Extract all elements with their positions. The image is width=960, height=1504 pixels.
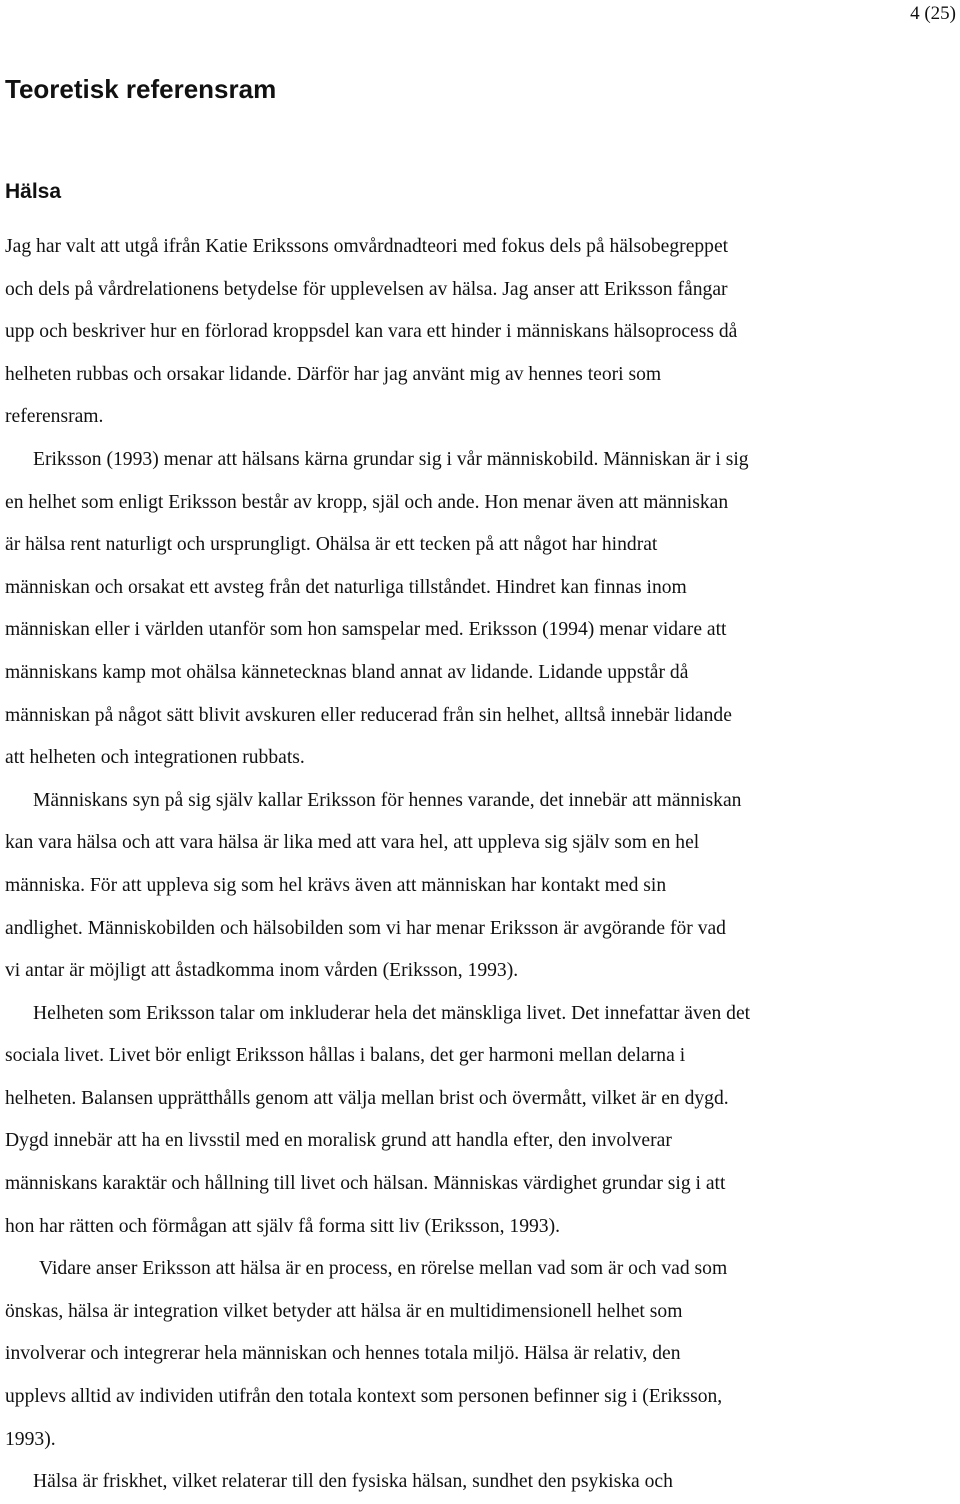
text-line: hon har rätten och förmågan att själv få forma sitt liv (Eriksson, 1993).	[5, 1215, 561, 1237]
text-line: Dygd innebär att ha en livsstil med en moralisk grund att handla efter, den involverar	[5, 1130, 672, 1152]
text-line: människans kamp mot ohälsa kännetecknas bland annat av lidande. Lidande uppstår då	[5, 661, 689, 683]
text-line: helheten. Balansen upprätthålls genom att välja mellan brist och övermått, vilket är en dygd.	[5, 1087, 729, 1109]
text-line: sociala livet. Livet bör enligt Eriksson hållas i balans, det ger harmoni mellan delarna i	[5, 1045, 686, 1067]
text-line: och dels på vårdrelationens betydelse för upplevelsen av hälsa. Jag anser att Eriksson fångar	[5, 278, 728, 300]
page-number: 4 (25)	[910, 3, 956, 24]
text-line: människa. För att uppleva sig som hel krävs även att människan har kontakt med sin	[5, 874, 667, 896]
text-line: Helheten som Eriksson talar om inkluderar hela det mänskliga livet. Det innefattar även det	[33, 1002, 751, 1024]
text-line: människan på något sätt blivit avskuren eller reducerad från sin helhet, alltså innebär lidande	[5, 704, 732, 726]
text-line: Hälsa är friskhet, vilket relaterar till den fysiska hälsan, sundhet den psykiska och	[33, 1471, 673, 1493]
text-line: önskas, hälsa är integration vilket betyder att hälsa är en multidimensionell helhet som	[5, 1300, 683, 1322]
paragraph-2	[5, 439, 945, 780]
text-line: människan eller i världen utanför som hon samspelar med. Eriksson (1994) menar vidare att	[5, 619, 727, 641]
text-line: upp och beskriver hur en förlorad kroppsdel kan vara ett hinder i människans hälsoprocess då	[5, 321, 738, 343]
paragraph-6	[5, 1461, 945, 1504]
text-line: en helhet som enligt Eriksson består av kropp, själ och ande. Hon menar även att människan	[5, 491, 729, 513]
text-line: att helheten och integrationen rubbats.	[5, 747, 305, 769]
paragraph-5	[5, 1248, 945, 1461]
text-line: Jag har valt att utgå ifrån Katie Erikssons omvårdnadteori med fokus dels på hälsobegreppet	[5, 236, 729, 257]
text-line: Eriksson (1993) menar att hälsans kärna grundar sig i vår människobild. Människan är i sig	[33, 448, 749, 470]
section-heading: Teoretisk referensram	[5, 74, 277, 104]
text-line: andlighet. Människobilden och hälsobilden som vi har menar Eriksson är avgörande för vad	[5, 917, 726, 939]
paragraph-3	[5, 780, 945, 993]
text-line: vi antar är möjligt att åstadkomma inom vården (Eriksson, 1993).	[5, 960, 519, 982]
text-line: referensram.	[5, 406, 104, 428]
text-line: Människans syn på sig själv kallar Eriksson för hennes varande, det innebär att människan	[33, 789, 742, 811]
text-line: människans karaktär och hållning till livet och hälsan. Människas värdighet grundar sig i att	[5, 1173, 726, 1195]
paragraph-4	[5, 993, 945, 1249]
text-line: är hälsa rent naturligt och ursprungligt. Ohälsa är ett tecken på att något har hindrat	[5, 534, 658, 556]
body-text	[5, 226, 945, 1504]
text-line: Vidare anser Eriksson att hälsa är en process, en rörelse mellan vad som är och vad som	[39, 1258, 728, 1280]
text-line: människan och orsakat ett avsteg från det naturliga tillståndet. Hindret kan finnas inom	[5, 576, 687, 598]
text-line: involverar och integrerar hela människan och hennes totala miljö. Hälsa är relativ, den	[5, 1343, 681, 1365]
text-line: helheten rubbas och orsakar lidande. Därför har jag använt mig av hennes teori som	[5, 363, 662, 385]
text-line: 1993).	[5, 1428, 56, 1450]
paragraph-1	[5, 226, 945, 439]
text-line: kan vara hälsa och att vara hälsa är lika med att vara hel, att uppleva sig själv som en hel	[5, 832, 700, 854]
text-line: upplevs alltid av individen utifrån den totala kontext som personen befinner sig i (Eriksson,	[5, 1386, 723, 1408]
subsection-heading: Hälsa	[5, 180, 62, 203]
